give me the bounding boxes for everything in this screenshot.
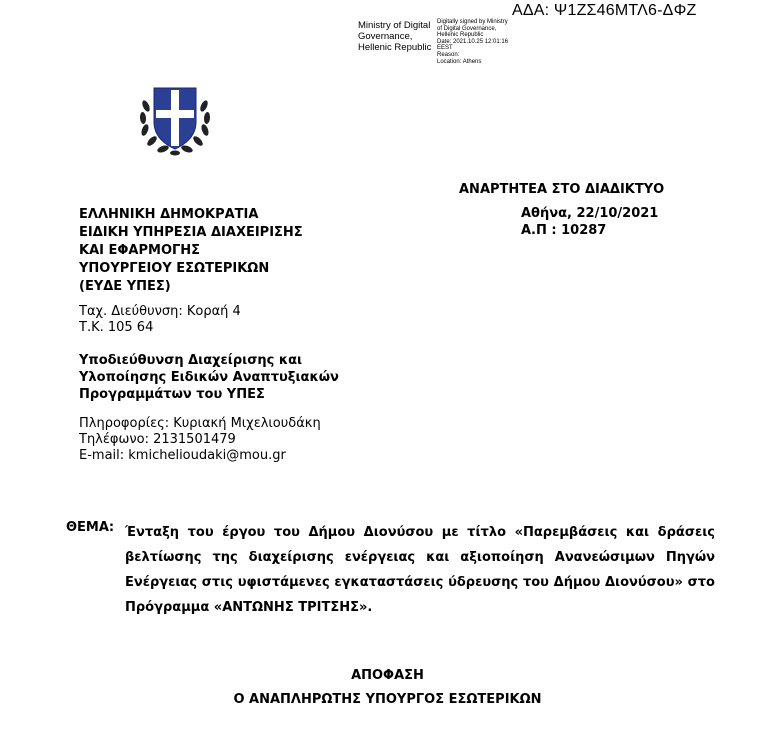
signature-detail-line: Location: Athens <box>437 58 482 65</box>
street-address: Ταχ. Διεύθυνση: Κοραή 4 <box>79 304 241 319</box>
digital-signature-details <box>437 19 508 65</box>
ada-code: ΑΔΑ: Ψ1ΖΣ46ΜΤΛ6-ΔΦΖ <box>512 2 697 19</box>
subject-text <box>125 520 715 620</box>
contact-email: E-mail: kmichelioudaki@mou.gr <box>79 448 286 463</box>
subject-line: Πρόγραμμα «ΑΝΤΩΝΗΣ ΤΡΙΤΣΗΣ». <box>125 600 373 615</box>
postal-address <box>79 304 241 336</box>
hellenic-republic-coat-of-arms-icon <box>134 76 216 158</box>
signature-detail-line: Digitally signed by Ministry <box>437 19 508 25</box>
authority-line: ΥΠΟΥΡΓΕΙΟΥ ΕΣΩΤΕΡΙΚΩΝ <box>79 261 270 276</box>
authority-line: (ΕΥΔΕ ΥΠΕΣ) <box>79 279 171 294</box>
subject-line: Ένταξη του έργου του Δήμου Διονύσου με τίτλο «Παρεμβάσεις και δράσεις <box>125 525 715 540</box>
contact-person: Πληροφορίες: Κυριακή Μιχελιουδάκη <box>79 416 321 431</box>
subject-line: βελτίωσης της διαχείρισης ενέργειας και αξιοποίηση Ανανεώσιμων Πηγών <box>125 550 715 565</box>
decision-title: ΑΠΟΦΑΣΗ <box>351 668 424 683</box>
authority-line: ΚΑΙ ΕΦΑΡΜΟΓΗΣ <box>79 243 201 258</box>
authority-line: ΕΙΔΙΚΗ ΥΠΗΡΕΣΙΑ ΔΙΑΧΕΙΡΙΣΗΣ <box>79 225 303 240</box>
subdivision-line: Υλοποίησης Ειδικών Αναπτυξιακών <box>79 370 339 385</box>
subdivision-line: Υποδιεύθυνση Διαχείρισης και <box>79 353 303 368</box>
authority-line: ΕΛΛΗΝΙΚΗ ΔΗΜΟΚΡΑΤΙΑ <box>79 207 259 222</box>
signer-line: Hellenic Republic <box>358 42 432 53</box>
decision-issuer: Ο ΑΝΑΠΛΗΡΩΤΗΣ ΥΠΟΥΡΓΟΣ ΕΣΩΤΕΡΙΚΩΝ <box>233 692 542 707</box>
signature-detail-line: Hellenic Republic <box>437 32 484 39</box>
contact-phone: Τηλέφωνο: 2131501479 <box>79 432 236 447</box>
signature-detail-line: Reason: <box>437 51 460 58</box>
subject-line: Ενέργειας στις υφιστάμενες εγκαταστάσεις ύδρευσης του Δήμου Διονύσου» στο <box>125 575 715 590</box>
subdivision-line: Προγραμμάτων του ΥΠΕΣ <box>79 387 265 402</box>
digital-signature-signer <box>358 20 431 53</box>
subject-label: ΘΕΜΑ: <box>66 520 115 535</box>
issuing-authority <box>79 206 303 296</box>
protocol-number: Α.Π : 10287 <box>521 223 607 238</box>
subdivision <box>79 352 339 403</box>
signer-line: Ministry of Digital <box>358 20 431 31</box>
signature-detail-line: EEST <box>437 45 453 52</box>
postal-code: Τ.Κ. 105 64 <box>79 320 154 335</box>
signature-detail-line: of Digital Governance, <box>437 25 497 32</box>
signer-line: Governance, <box>358 31 413 42</box>
contact-info <box>79 416 321 464</box>
date-line: Αθήνα, 22/10/2021 <box>521 206 659 221</box>
publish-notice: ΑΝΑΡΤΗΤΕΑ ΣΤΟ ΔΙΑΔΙΚΤΥΟ <box>459 182 665 197</box>
signature-detail-line: Date: 2021.10.25 12:01:16 <box>437 38 509 45</box>
date-protocol-block <box>521 205 658 239</box>
